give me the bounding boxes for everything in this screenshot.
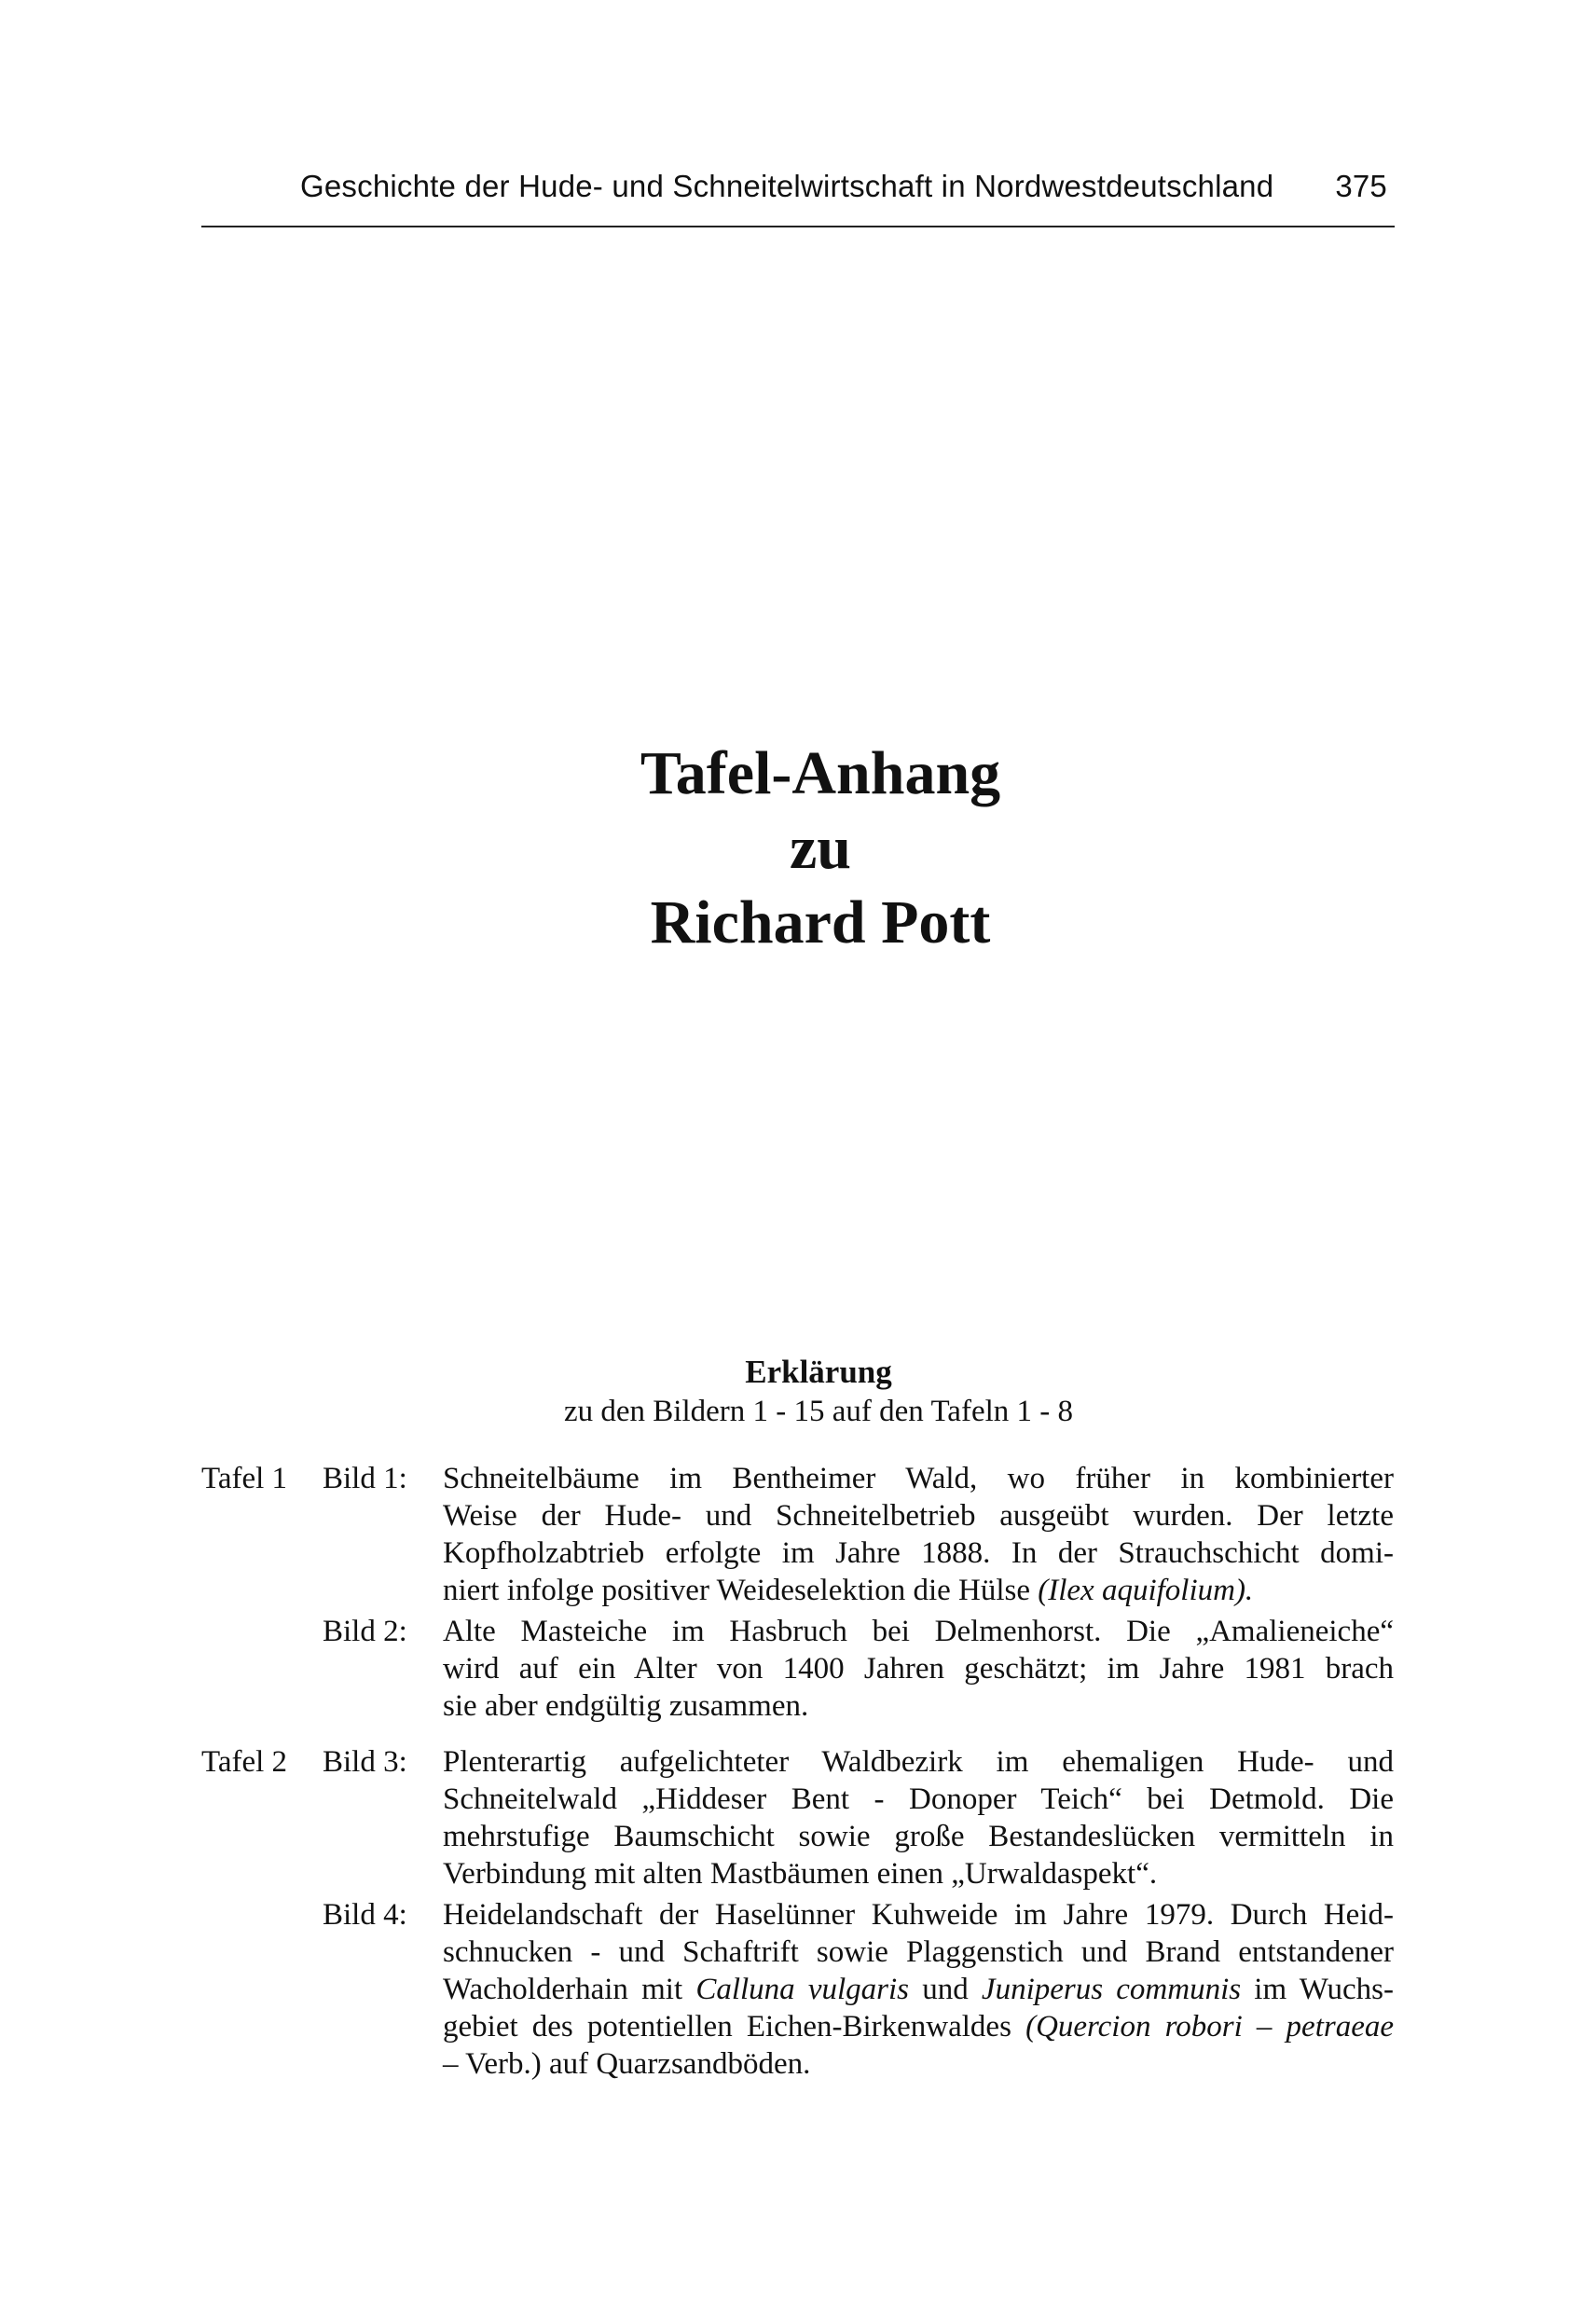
description-line: [443, 1572, 1394, 1609]
tafel-label: Tafel 2: [201, 1745, 288, 1779]
description-text: niert infolge positiver Weideselektion die Hülse: [443, 1574, 1039, 1607]
species-name: Juniperus communis: [981, 1973, 1242, 2006]
entry-description: [443, 1460, 1394, 1609]
description-text: im Wuchs-: [1241, 1973, 1395, 2006]
description-line: Heidelandschaft der Haselünner Kuhweide im Jahre 1979. Durch Heid-: [443, 1898, 1394, 1932]
description-line: Schneitelwald „Hiddeser Bent - Donoper Teich“ bei Detmold. Die: [443, 1782, 1394, 1816]
description-line: Plenterartig aufgelichteter Waldbezirk im ehemaligen Hude- und: [443, 1745, 1394, 1779]
running-title: Geschichte der Hude- und Schneitelwirtschaft in Nordwestdeutschland: [300, 169, 1274, 203]
description-line: Schneitelbäume im Bentheimer Wald, wo früher in kombinierter: [443, 1462, 1394, 1495]
description-line: – Verb.) auf Quarzsandböden.: [443, 2047, 811, 2081]
explanation-subtitle: zu den Bildern 1 - 15 auf den Tafeln 1 - 8: [564, 1395, 1073, 1428]
description-line: [443, 1971, 1394, 2008]
description-line: mehrstufige Baumschicht sowie große Bestandeslücken vermitteln in: [443, 1820, 1394, 1853]
bild-label: Bild 3:: [323, 1745, 407, 1779]
bild-label: Bild 4:: [323, 1898, 407, 1932]
description-line: sie aber endgültig zusammen.: [443, 1689, 809, 1723]
bild-label: Bild 2:: [323, 1615, 407, 1648]
entry-description: [443, 1613, 1394, 1725]
description-text: und: [909, 1973, 982, 2006]
title-line-2: zu: [790, 814, 851, 882]
bild-label: Bild 1:: [323, 1462, 407, 1495]
description-line: Verbindung mit alten Mastbäumen einen „Urwaldaspekt“.: [443, 1857, 1158, 1891]
description-line: schnucken - und Schaftrift sowie Plaggenstich und Brand entstandener: [443, 1935, 1394, 1969]
page-number: 375: [1335, 169, 1387, 203]
species-name: (Ilex aquifolium).: [1038, 1574, 1254, 1607]
entry-description: [443, 1896, 1394, 2083]
description-line: wird auf ein Alter von 1400 Jahren geschätzt; im Jahre 1981 brach: [443, 1652, 1394, 1686]
species-name: Calluna vulgaris: [695, 1973, 910, 2006]
tafel-label: Tafel 1: [201, 1462, 288, 1495]
species-name: (Quercion robori – petraeae: [1025, 2010, 1395, 2044]
description-text: Wacholderhain mit: [443, 1973, 696, 2006]
description-line: Kopfholzabtrieb erfolgte im Jahre 1888. In der Strauchschicht domi-: [443, 1536, 1394, 1570]
description-line: Weise der Hude- und Schneitelbetrieb ausgeübt wurden. Der letzte: [443, 1499, 1394, 1533]
description-line: [443, 2008, 1394, 2045]
description-line: Alte Masteiche im Hasbruch bei Delmenhorst. Die „Amalieneiche“: [443, 1615, 1394, 1648]
title-line-3: Richard Pott: [650, 888, 991, 956]
description-text: gebiet des potentiellen Eichen-Birkenwaldes: [443, 2010, 1026, 2044]
title-line-1: Tafel-Anhang: [640, 739, 1001, 807]
explanation-heading: Erklärung: [745, 1354, 892, 1390]
entry-description: [443, 1743, 1394, 1892]
